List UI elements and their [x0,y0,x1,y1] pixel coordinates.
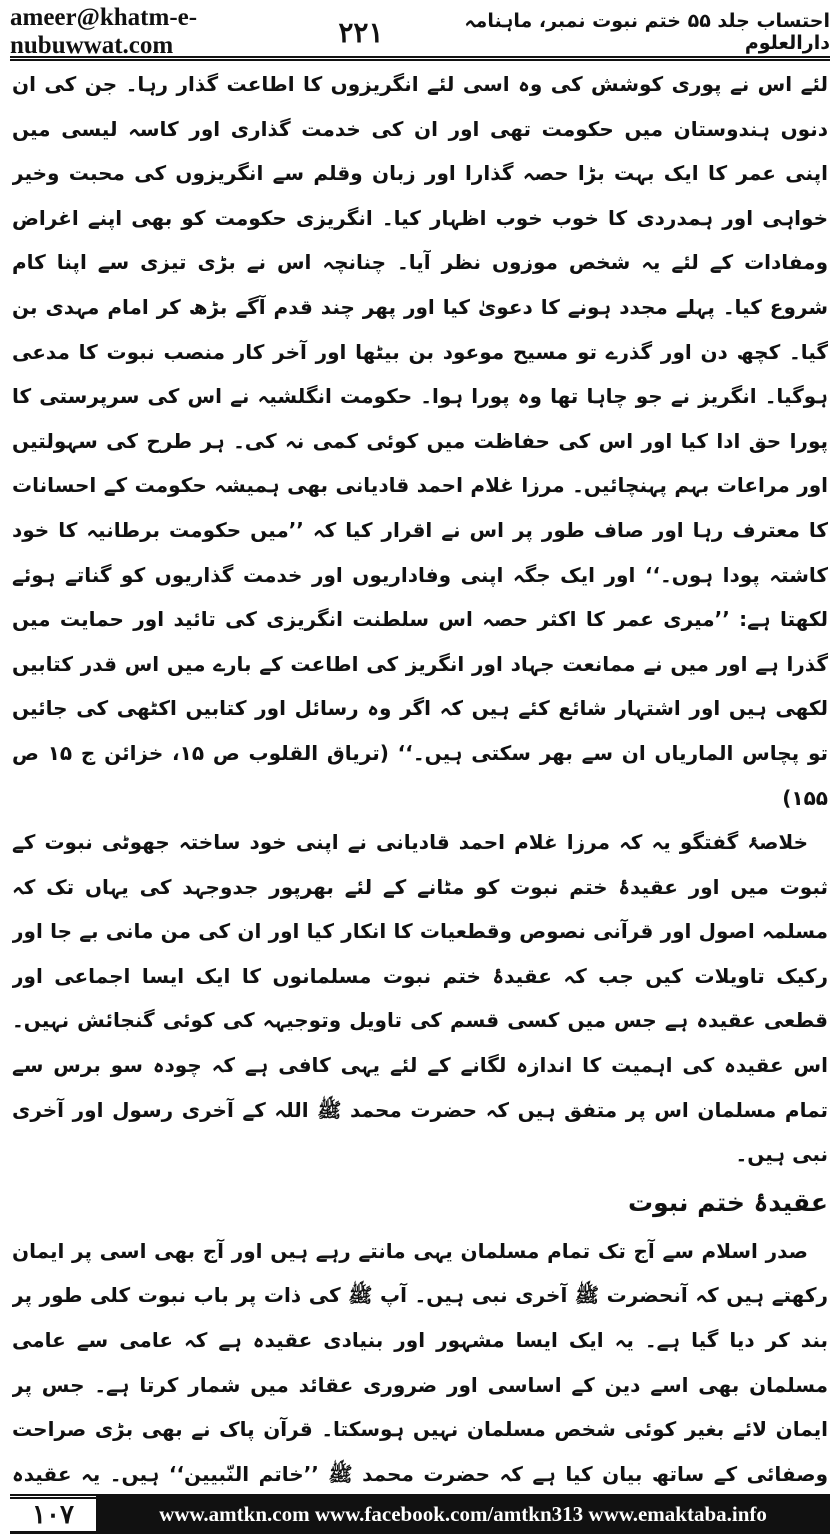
footer-links[interactable]: www.amtkn.com www.facebook.com/amtkn313 www.emaktaba.info [96,1494,830,1534]
section-heading: عقیدۂ ختم نبوت [628,1187,828,1217]
paragraph: صدر اسلام سے آج تک تمام مسلمان یہی مانتے رہے ہیں اور آج بھی اسی پر ایمان رکھتے ہیں کہ آنحضرت ﷺ آخری نبی ہیں۔ آپ ﷺ کی ذات پر باب نبوت کلی طور پر بند کر دیا گیا ہے۔ یہ ایک ایسا مشہور اور بنیادی عقیدہ ہے کہ عامی سے عامی مسلمان بھی اسے دین کے اساسی اور ضروری عقائد میں شمار کرتا ہے۔ جس پر ایمان لائے بغیر کوئی شخص مسلمان نہیں ہوسکتا۔ قرآن پاک نے بھی بڑی صراحت وصفائی کے ساتھ بیان کیا ہے کہ حضرت محمد ﷺ ’’خاتم النّبیین‘‘ ہیں۔ یہ عقیدہ [12,1238,828,1486]
article-body [12,62,828,1492]
paragraph [12,62,828,820]
page-footer [10,1494,830,1534]
header-page-number: ۲۲۱ [338,15,384,49]
header-right [338,10,830,54]
header-email[interactable]: ameer@khatm-e-nubuwwat.com [10,4,198,59]
paragraph-text: لئے اس نے پوری کوشش کی وہ اسی لئے انگریزوں کا اطاعت گذار رہا۔ جن کی ان دنوں ہندوستان میں حکومت تھی اور ان کی خدمت گذاری اور کاسہ لیسی میں اپنی عمر کا ایک بہت بڑا حصہ گذارا اور زبان وقلم سے انگریزوں کی محبت وخیر خواہی اور ہمدردی کا خوب خوب اظہار کیا۔ انگریزی حکومت کو بھی اپنے اغراض ومفادات کے لئے یہ شخص موزوں نظر آیا۔ چنانچہ اس نے بڑی تیزی سے اپنا کام شروع کیا۔ پہلے مجدد ہونے کا دعویٰ کیا اور پھر چند قدم آگے بڑھ کر امام مہدی بن گیا۔ کچھ دن اور گذرے تو مسیح موعود بن بیٹھا اور آخر کار منصب نبوت کا مدعی ہوگیا۔ انگریز نے جو چاہا تھا وہ پورا ہوا۔ حکومت انگلشیہ نے اس کی سرپرستی کا پورا حق ادا کیا اور اس کی حفاظت میں کوئی کمی نہ کی۔ ہر طرح کی سہولتیں اور مراعات بہم پہنچائیں۔ مرزا غلام احمد قادیانی بھی ہمیشہ حکومت کے احسانات کا معترف رہا اور صاف طور پر اس نے اقرار کیا کہ ’’میں حکومت برطانیہ کا خود کاشتہ پودا ہوں۔‘‘ اور ایک جگہ اپنی وفاداریوں اور خدمت گذاریوں کو گناتے ہوئے لکھتا ہے: ’’میری عمر کا اکثر حصہ اس سلطنت انگریزی کی تائید اور حمایت میں گذرا ہے اور میں نے ممانعت جہاد اور انگریز کی اطاعت کے بارے میں اس قدر کتابیں لکھی ہیں اور اشتہار شائع کئے ہیں کہ اگر وہ رسائل اور کتابیں اکٹھی کی جائیں تو پچاس الماریاں ان سے بھر سکتی ہیں۔‘‘ [12,72,828,765]
page-header [10,4,830,61]
footer-page-number: ۱۰۷ [10,1494,96,1534]
citation: (تریاق القلوب ص ۱۵، خزائن ج ۱۵ ص ۱۵۵) [12,740,828,810]
paragraph: خلاصۂ گفتگو یہ کہ مرزا غلام احمد قادیانی نے اپنی خود ساختہ جھوٹی نبوت کے ثبوت میں اور عقیدۂ ختم نبوت کو مٹانے کے لئے بھرپور جدوجہد کی یہاں تک کہ مسلمہ اصول اور قرآنی نصوص وقطعیات کا انکار کیا اور ان کی من مانی بے جا اور رکیک تاویلات کیں جب کہ عقیدۂ ختم نبوت مسلمانوں کا ایک ایسا اجماعی اور قطعی عقیدہ ہے جس میں کسی قسم کی تاویل وتوجیہہ کی کوئی گنجائش نہیں۔ اس عقیدہ کی اہمیت کا اندازہ لگانے کے لئے یہی کافی ہے کہ چودہ سو برس سے تمام مسلمان اس پر متفق ہیں کہ حضرت محمد ﷺ اللہ کے آخری رسول اور آخری نبی ہیں۔ [12,830,828,1167]
journal-title: احتساب جلد ۵۵ ختم نبوت نمبر، ماہنامہ دارالعلوم [464,10,830,54]
